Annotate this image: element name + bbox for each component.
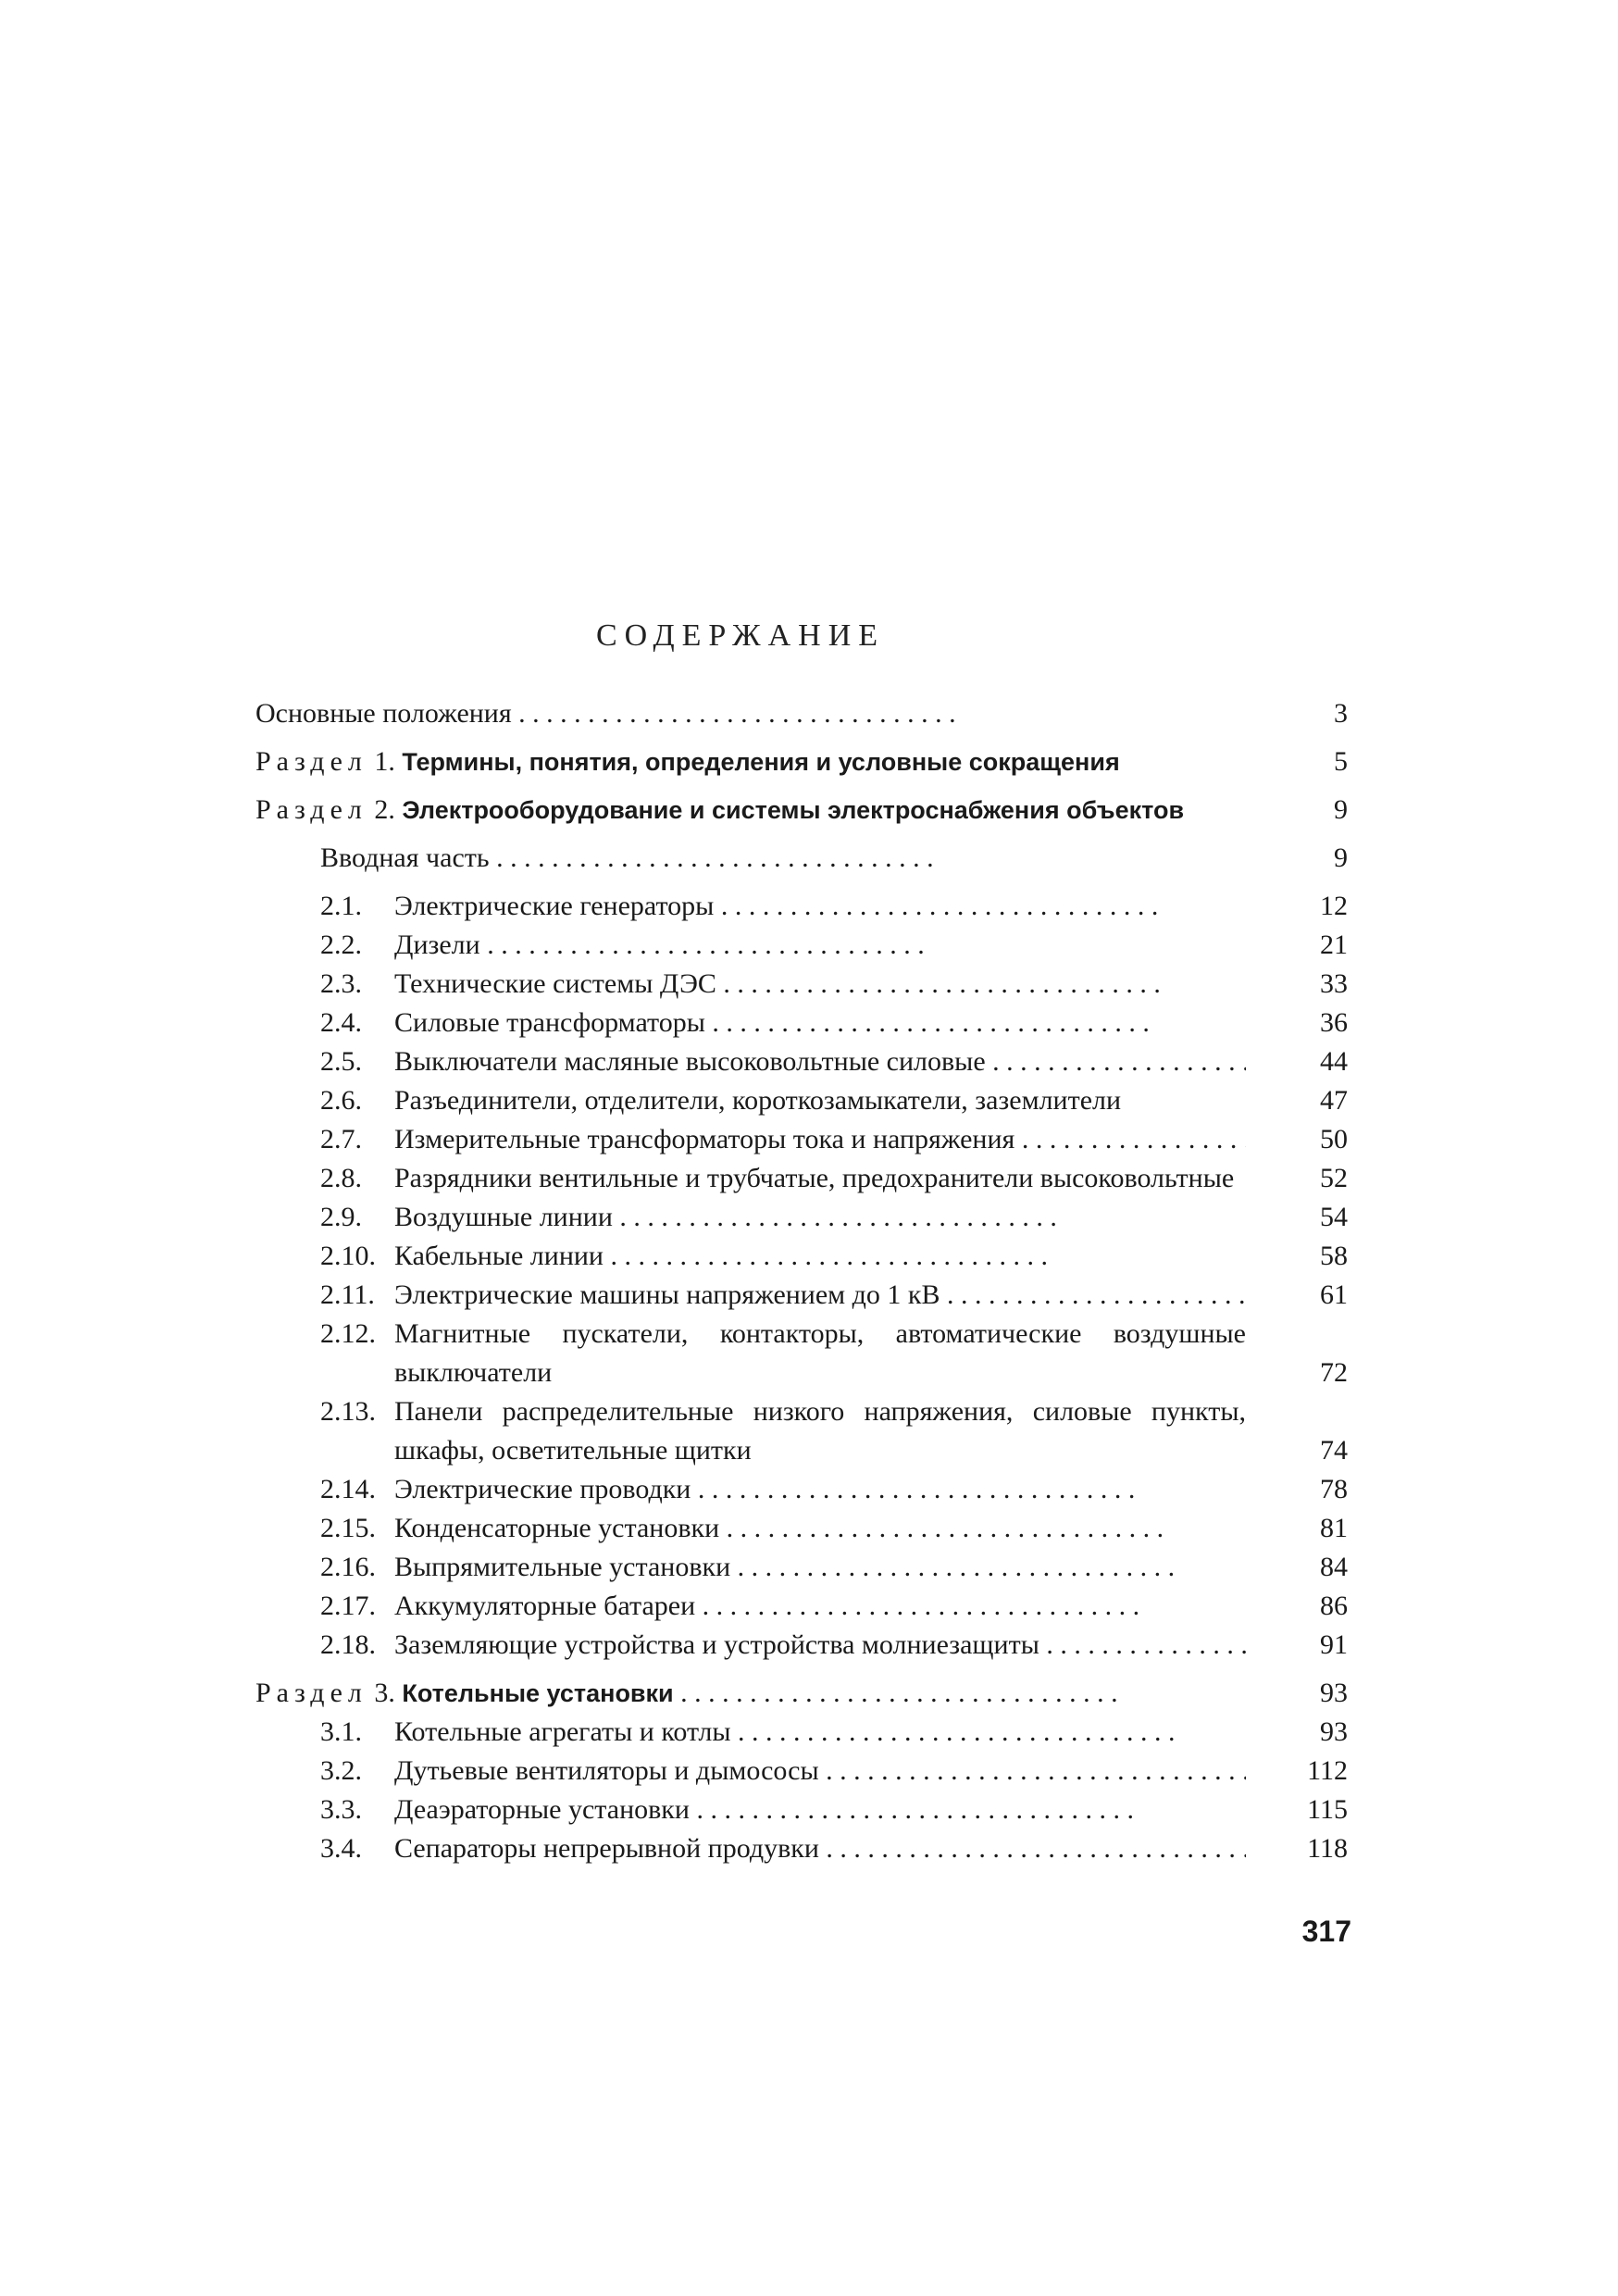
- toc-entry-title: Электрические генераторы: [394, 891, 715, 921]
- entry-number: 2.17.: [320, 1591, 376, 1621]
- toc-entry-title: Измерительные трансформаторы тока и напряжения: [394, 1124, 1015, 1154]
- entry-number: 2.5.: [320, 1046, 362, 1077]
- leader-dots: [986, 1046, 1246, 1077]
- toc-entry-title: Основные положения: [255, 698, 512, 729]
- toc-page-number: 3: [1334, 698, 1348, 729]
- toc-entry: [255, 1198, 1348, 1237]
- toc-entry-title: Силовые трансформаторы: [394, 1007, 705, 1038]
- toc-entry-title: Магнитные пускатели, контакторы, автоматические воздушные выключатели: [394, 1318, 1246, 1388]
- entry-number: 3.2.: [320, 1755, 362, 1786]
- section-label: Раздел: [255, 1678, 367, 1708]
- toc-entry: [255, 1587, 1348, 1626]
- toc-entry-title: Котельные агрегаты и котлы: [394, 1716, 731, 1747]
- toc-entry-title: Электрические проводки: [394, 1474, 691, 1504]
- toc-entry-title: Конденсаторные установки: [394, 1513, 720, 1543]
- leader-dots: [695, 1591, 1139, 1621]
- toc-page-number: 115: [1307, 1794, 1348, 1825]
- section-label: Раздел: [255, 794, 367, 825]
- entry-number: 3.1.: [320, 1716, 362, 1747]
- page-title: СОДЕРЖАНИЕ: [595, 618, 886, 653]
- toc-entry: [255, 1004, 1348, 1042]
- toc-entry-title: Электрические машины напряжением до 1 кВ: [394, 1279, 940, 1310]
- toc-entry: [255, 1548, 1348, 1587]
- entry-number: 2.11.: [320, 1279, 375, 1310]
- toc-entry: [255, 694, 1348, 733]
- section-title: Электрооборудование и системы электроснабжения объектов: [402, 796, 1185, 824]
- toc-entry: [255, 1713, 1348, 1752]
- leader-dots: [674, 1678, 1118, 1708]
- toc-page-number: 84: [1320, 1552, 1348, 1582]
- section-label: Раздел: [255, 746, 367, 777]
- toc-page-number: 12: [1320, 891, 1348, 921]
- leader-dots: [819, 1833, 1246, 1864]
- toc-entry: [255, 1509, 1348, 1548]
- toc-entry: [255, 926, 1348, 965]
- leader-dots: [940, 1279, 1246, 1310]
- entry-number: 2.9.: [320, 1202, 362, 1232]
- toc-page-number: 118: [1307, 1833, 1348, 1864]
- entry-number: 2.13.: [320, 1396, 376, 1427]
- entry-number: 3.3.: [320, 1794, 362, 1825]
- entry-number: 2.12.: [320, 1318, 376, 1349]
- leader-dots: [819, 1755, 1246, 1786]
- toc-page-number: 72: [1320, 1357, 1348, 1388]
- entry-number: 2.4.: [320, 1007, 362, 1038]
- toc-entry-title: Воздушные линии: [394, 1202, 613, 1232]
- entry-number: 2.14.: [320, 1474, 376, 1504]
- leader-dots: [714, 891, 1158, 921]
- toc-page-number: 93: [1320, 1678, 1348, 1708]
- toc-entry-title: Дизели: [394, 930, 480, 960]
- toc-entry: [255, 1120, 1348, 1159]
- toc-entry: [255, 887, 1348, 926]
- toc-entry: [255, 839, 1348, 878]
- leader-dots: [730, 1552, 1175, 1582]
- toc-entry-title: Деаэраторные установки: [394, 1794, 690, 1825]
- toc-entry: [255, 1315, 1348, 1392]
- toc-page-number: 86: [1320, 1591, 1348, 1621]
- toc-page-number: 21: [1320, 930, 1348, 960]
- toc-entry: [255, 1042, 1348, 1081]
- toc-entry: [255, 1237, 1348, 1276]
- toc-entry-title: Разъединители, отделители, короткозамыкатели, заземлители: [394, 1085, 1122, 1116]
- leader-dots: [690, 1794, 1134, 1825]
- toc-page-number: 9: [1334, 794, 1348, 825]
- toc-page-number: 93: [1320, 1716, 1348, 1747]
- toc-page-number: 9: [1334, 842, 1348, 873]
- toc-page-number: 33: [1320, 968, 1348, 999]
- toc-page-number: 81: [1320, 1513, 1348, 1543]
- toc-page-number: 5: [1334, 746, 1348, 777]
- entry-number: 2.7.: [320, 1124, 362, 1154]
- entry-number: 2.10.: [320, 1241, 376, 1271]
- toc-entry: [255, 1081, 1348, 1120]
- toc-entry-title: Сепараторы непрерывной продувки: [394, 1833, 819, 1864]
- leader-dots: [604, 1241, 1048, 1271]
- toc-page-number: 78: [1320, 1474, 1348, 1504]
- toc-page-number: 58: [1320, 1241, 1348, 1271]
- toc-entry: [255, 1276, 1348, 1315]
- toc-entry-title: Выпрямительные установки: [394, 1552, 731, 1582]
- toc-section: [255, 1674, 1348, 1713]
- toc-entry: [255, 1392, 1348, 1470]
- toc-page-number: 91: [1320, 1629, 1348, 1660]
- entry-number: 2.8.: [320, 1163, 362, 1193]
- leader-dots: [613, 1202, 1057, 1232]
- entry-number: 2.16.: [320, 1552, 376, 1582]
- toc-entry-title: Заземляющие устройства и устройства молниезащиты: [394, 1629, 1039, 1660]
- toc-entry: [255, 965, 1348, 1004]
- toc-entry-title: Технические системы ДЭС: [394, 968, 716, 999]
- leader-dots: [1014, 1124, 1246, 1154]
- leader-dots: [490, 842, 934, 873]
- toc-page-number: 74: [1320, 1435, 1348, 1466]
- toc-entry-title: Выключатели масляные высоковольтные силовые: [394, 1046, 986, 1077]
- toc-entry: [255, 1159, 1348, 1198]
- leader-dots: [705, 1007, 1150, 1038]
- leader-dots: [730, 1716, 1175, 1747]
- toc-page-number: 50: [1320, 1124, 1348, 1154]
- leader-dots: [480, 930, 925, 960]
- toc-entry: [255, 1829, 1348, 1868]
- entry-number: 2.18.: [320, 1629, 376, 1660]
- entry-number: 2.6.: [320, 1085, 362, 1116]
- toc-entry-title: Аккумуляторные батареи: [394, 1591, 696, 1621]
- toc-entry-title: Вводная часть: [320, 842, 490, 873]
- leader-dots: [716, 968, 1161, 999]
- entry-number: 2.15.: [320, 1513, 376, 1543]
- page-number: 317: [1301, 1915, 1351, 1948]
- toc-page-number: 36: [1320, 1007, 1348, 1038]
- toc-entry: [255, 1791, 1348, 1829]
- entry-number: 2.2.: [320, 930, 362, 960]
- leader-dots: [512, 698, 956, 729]
- toc-section: [255, 791, 1348, 830]
- toc-entry-title: Панели распределительные низкого напряжения, силовые пункты, шкафы, осветительные щитки: [394, 1396, 1246, 1466]
- toc-entry: [255, 1626, 1348, 1665]
- toc-entry-title: Кабельные линии: [394, 1241, 604, 1271]
- toc-page-number: 52: [1320, 1163, 1348, 1193]
- toc-page-number: 112: [1307, 1755, 1348, 1786]
- toc-page-number: 44: [1320, 1046, 1348, 1077]
- entry-number: 2.3.: [320, 968, 362, 999]
- leader-dots: [719, 1513, 1164, 1543]
- section-number: 3.: [374, 1678, 395, 1708]
- leader-dots: [1039, 1629, 1246, 1660]
- toc-page-number: 61: [1320, 1279, 1348, 1310]
- entry-number: 2.1.: [320, 891, 362, 921]
- toc-entry: [255, 1752, 1348, 1791]
- entry-number: 3.4.: [320, 1833, 362, 1864]
- table-of-contents: [255, 685, 1348, 1868]
- toc-entry: [255, 1470, 1348, 1509]
- toc-entry-title: Разрядники вентильные и трубчатые, предохранители высоковольтные: [394, 1163, 1235, 1193]
- section-number: 1.: [374, 746, 395, 777]
- leader-dots: [691, 1474, 1135, 1504]
- toc-page-number: 47: [1320, 1085, 1348, 1116]
- toc-page-number: 54: [1320, 1202, 1348, 1232]
- section-title: Котельные установки: [402, 1679, 674, 1707]
- toc-entry-title: Дутьевые вентиляторы и дымососы: [394, 1755, 819, 1786]
- toc-section: [255, 742, 1348, 781]
- section-title: Термины, понятия, определения и условные сокращения: [402, 748, 1120, 776]
- section-number: 2.: [374, 794, 395, 825]
